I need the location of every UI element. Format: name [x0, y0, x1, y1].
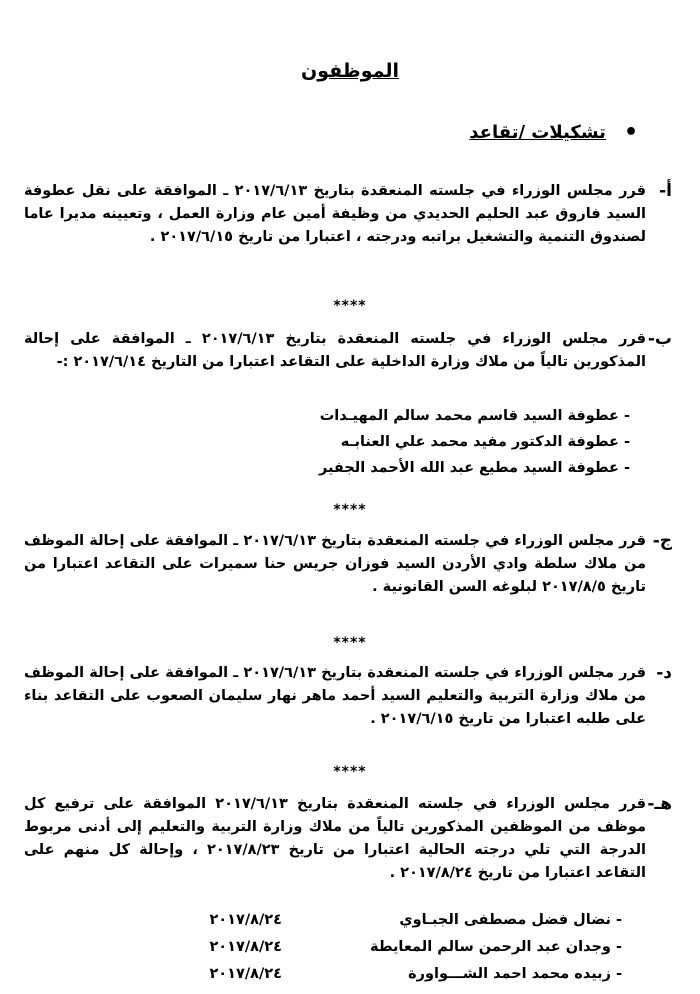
employee-date: ٢٠١٧/٨/٢٤ — [209, 938, 282, 955]
decision-item-c — [24, 530, 672, 599]
table-row — [209, 933, 622, 960]
item-letter: ب- — [647, 329, 672, 349]
decision-item-e — [24, 793, 672, 885]
table-row — [209, 960, 622, 987]
separator: **** — [333, 635, 367, 651]
employee-date: ٢٠١٧/٨/٢٤ — [209, 965, 282, 982]
decision-item-a — [24, 180, 672, 249]
section-heading — [469, 120, 638, 145]
employee-date: ٢٠١٧/٨/٢٤ — [209, 911, 282, 928]
list-item: - عطوفة السيد قاسم محمد سالم المهيـدات — [319, 403, 630, 429]
section-heading-text: تشكيلات /تقاعد — [469, 122, 606, 143]
employees-table — [209, 906, 622, 987]
list-item: - عطوفة السيد مطيع عبد الله الأحمد الجفير — [319, 455, 630, 481]
list-item: - عطوفة الدكتور مفيد محمد علي العنابـه — [319, 429, 630, 455]
item-letter: أ- — [659, 181, 672, 201]
employee-name: - زبيده محمد احمد الشـــواورة — [282, 960, 622, 987]
item-text: قرر مجلس الوزراء في جلسته المنعقدة بتاريخ ٢٠١٧/٦/١٣ الموافقة على ترفيع كل موظف من الموظفين المذكورين تالياً من ملاك وزارة التربية والتعليم إلى أدنى مربوط الدرجة التي تلي درجته الحالية اعتبارا من تاريخ ٢٠١٧/٨/٢٣ ، وإحالة كل منهم على التقاعد اعتبارا من تاريخ ٢٠١٧/٨/٢٤ . — [24, 796, 647, 881]
item-text: قرر مجلس الوزراء في جلسته المنعقدة بتاريخ ٢٠١٧/٦/١٣ ـ الموافقة على نقل عطوفة السيد فاروق عبد الحليم الحديدي من وظيفة أمين عام وزارة العمل ، وتعيينه مديرا عاما لصندوق التنمية والتشغيل براتبه ودرجته ، اعتبارا من تاريخ ٢٠١٧/٦/١٥ . — [24, 183, 646, 245]
item-letter: هـ- — [647, 794, 672, 814]
employee-name: - وجدان عبد الرحمن سالم المعايطة — [282, 933, 622, 960]
separator: **** — [333, 298, 367, 314]
item-text: قرر مجلس الوزراء في جلسته المنعقدة بتاريخ ٢٠١٧/٦/١٣ ـ الموافقة على إحالة المذكورين تالياً من ملاك وزارة الداخلية على التقاعد اعتبارا من التاريخ ٢٠١٧/٦/١٤ :- — [24, 331, 646, 370]
decision-item-d — [24, 662, 672, 731]
separator: **** — [333, 764, 367, 780]
item-letter: ج- — [652, 531, 672, 551]
item-text: قرر مجلس الوزراء في جلسته المنعقدة بتاريخ ٢٠١٧/٦/١٣ ـ الموافقة على إحالة الموظف من ملاك سلطة وادي الأردن السيد فوزان جريس حنا سميرات على التقاعد اعتبارا من تاريخ ٢٠١٧/٨/٥ لبلوغه السن القانونية . — [24, 533, 646, 595]
item-letter: د- — [656, 663, 672, 683]
item-text: قرر مجلس الوزراء في جلسته المنعقدة بتاريخ ٢٠١٧/٦/١٣ ـ الموافقة على إحالة الموظف من ملاك وزارة التربية والتعليم السيد أحمد ماهر نهار سليمان الصعوب على التقاعد بناء على طلبه اعتبارا من تاريخ ٢٠١٧/٦/١٥ . — [24, 665, 646, 727]
decision-item-b — [24, 328, 672, 374]
bullet-icon: • — [623, 120, 638, 145]
retirees-list — [319, 403, 630, 481]
separator: **** — [333, 502, 367, 518]
table-row — [209, 906, 622, 933]
page-title: الموظفون — [301, 60, 399, 82]
employee-name: - نضال فضل مصطفى الجبـاوي — [282, 906, 622, 933]
